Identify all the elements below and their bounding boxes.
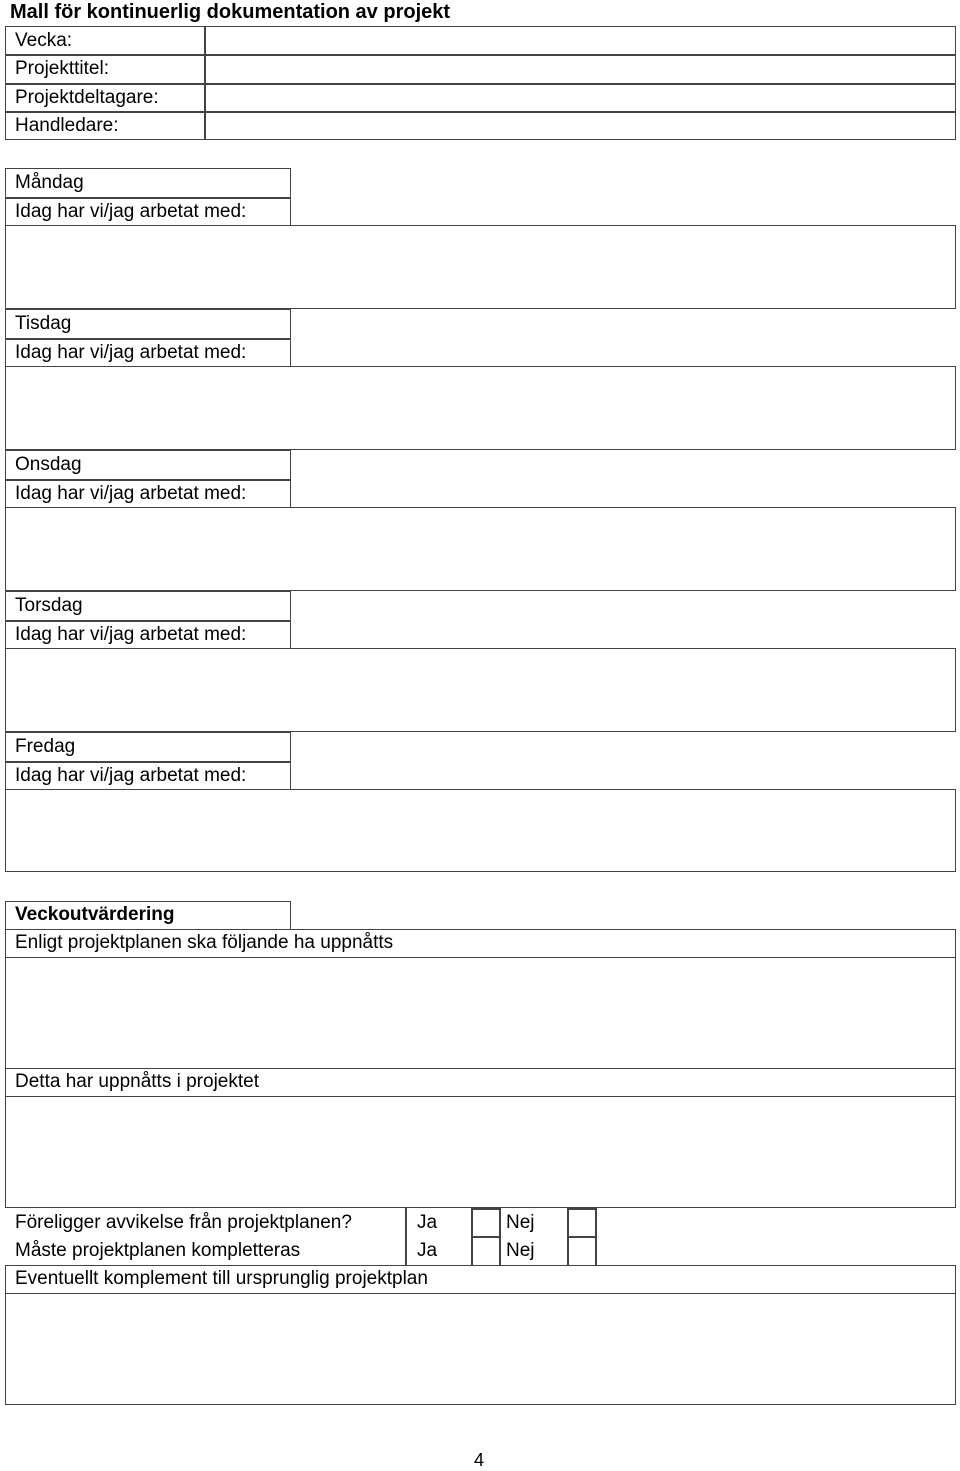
planned-label: Enligt projektplanen ska följande ha uppnåtts <box>15 932 394 953</box>
answer-yes-label: Ja <box>417 1212 438 1233</box>
project-title-label: Projekttitel: <box>15 58 109 79</box>
day-name: Torsdag <box>15 595 83 616</box>
achieved-label: Detta har uppnåtts i projektet <box>15 1071 259 1092</box>
day-notes-field[interactable] <box>5 507 956 591</box>
day-notes-field[interactable] <box>5 648 956 732</box>
supervisor-label: Handledare: <box>15 115 119 136</box>
day-name: Onsdag <box>15 454 82 475</box>
answer-no-label: Nej <box>506 1240 535 1261</box>
day-prompt: Idag har vi/jag arbetat med: <box>15 201 247 222</box>
complement-label: Eventuellt komplement till ursprunglig projektplan <box>15 1268 428 1289</box>
day-name: Tisdag <box>15 313 72 334</box>
complement-no-checkbox[interactable] <box>568 1239 590 1263</box>
day-notes-field[interactable] <box>5 366 956 450</box>
day-prompt: Idag har vi/jag arbetat med: <box>15 483 247 504</box>
participants-label: Projektdeltagare: <box>15 87 159 108</box>
answer-yes-label: Ja <box>417 1240 438 1261</box>
day-name: Fredag <box>15 736 76 757</box>
complement-yes-checkbox[interactable] <box>472 1239 494 1263</box>
day-name: Måndag <box>15 172 84 193</box>
day-prompt: Idag har vi/jag arbetat med: <box>15 342 247 363</box>
question-deviation: Föreligger avvikelse från projektplanen? <box>15 1212 352 1233</box>
day-notes-field[interactable] <box>5 225 956 309</box>
day-prompt: Idag har vi/jag arbetat med: <box>15 624 247 645</box>
deviation-no-checkbox[interactable] <box>568 1211 590 1235</box>
page-title: Mall för kontinuerlig dokumentation av projekt <box>10 1 451 23</box>
answer-no-label: Nej <box>506 1212 535 1233</box>
planned-field[interactable] <box>5 957 956 1069</box>
complement-field[interactable] <box>5 1293 956 1405</box>
page-number: 4 <box>474 1450 485 1470</box>
week-label: Vecka: <box>15 30 73 51</box>
day-notes-field[interactable] <box>5 789 956 872</box>
deviation-yes-checkbox[interactable] <box>472 1211 494 1235</box>
day-prompt: Idag har vi/jag arbetat med: <box>15 765 247 786</box>
question-complement: Måste projektplanen kompletteras <box>15 1240 301 1261</box>
evaluation-heading: Veckoutvärdering <box>15 904 175 925</box>
achieved-field[interactable] <box>5 1096 956 1208</box>
